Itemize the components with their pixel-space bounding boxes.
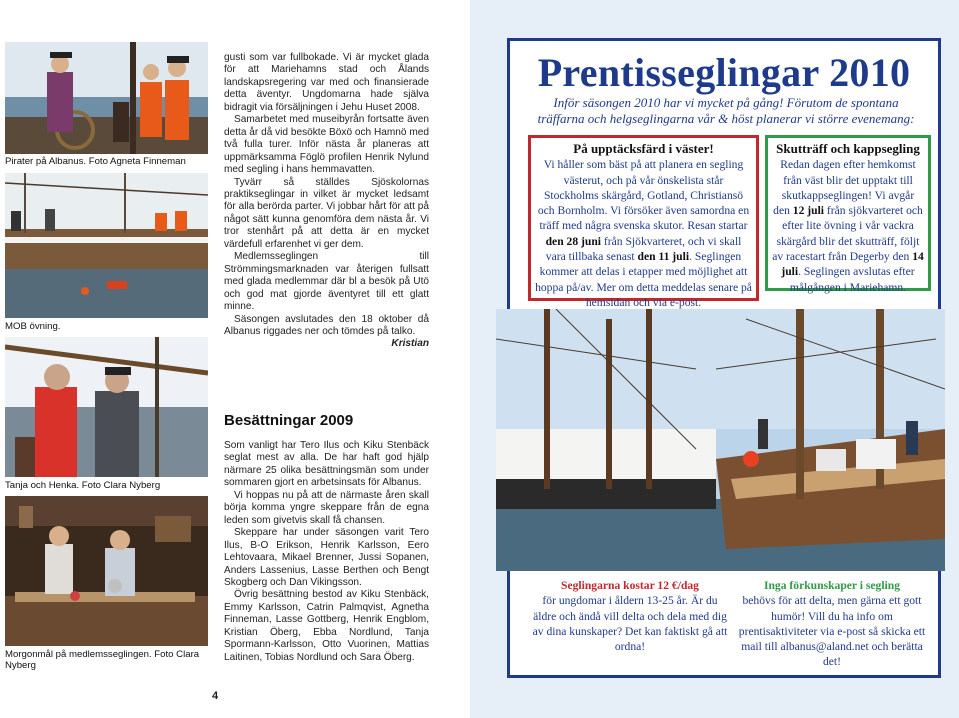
article-paragraph: Övrig besättning bestod av Kiku Stenbäck, Emmy Karlsson, Catrin Palmqvist, Agnetha Finneman, Lasse Gottberg, Henrik Engblom, Kristian Öberg, Ebba Nordlund, Tanja Spormann-Karlsson, Otto Vuorinen, Mattias Laitinen, Tobias Nordlund och Sara Öberg. [224,589,429,663]
west-trip-box [528,135,759,309]
article-paragraph: Vi hoppas nu på att de närmaste åren skall börja komma yngre skeppare från de egna leden som givetvis skall få chansen. [224,489,429,526]
left-page [0,0,470,718]
race-body: Redan dagen efter hemkomst från väst blir det upptakt till skutkappseglingen! Vi avgår den 12 juli från sjökvarteret och efter lite övning i vår vackra skärgård blir det skutträff, följt av racestart från Degerby den 14 juli. Seglingen avslutas efter målgången i Mariehamn. [772,158,924,294]
article-paragraph: Samarbetet med museibyrån fortsatte även detta år då vid besökte Böxö och Hamnö med två fulla turer. Inför nästa år planeras att uppmärksamma Föglö profilen Henrik Nylund med segling i hans hemmavatten. [224,114,429,176]
cost-text: för ungdomar i åldern 13-25 år. Är du äldre och ändå vill delta och dela med dig av dina kunskaper? Det kan faktiskt gå att ordna! [532,594,728,654]
crews-heading: Besättningar 2009 [224,412,354,429]
intro-text: Inför säsongen 2010 har vi mycket på gång! Förutom de spontana träffarna och helgseglingarna vår & höst planerar vi större evenemang: [537,95,915,126]
cost-info [530,578,730,654]
west-trip-body: Vi håller som bäst på att planera en segling västerut, och på vår önskelista står Stockholms skärgård, Gotland, Christiansö och Bornholm. Vi försöker även samordna en träff med några svenska skutor. Resan startar den 28 juni från Sjökvarteret, och vi skall vara tillbaka senast den 11 juli. Seglingen kommer att delas i etapper med möjlighet att hoppa på/av. Mer om detta meddelas senare på hemsidan och via e-post. [535,158,752,309]
right-page [470,0,959,718]
article-paragraph: Som vanligt har Tero Ilus och Kiku Stenbäck seglat mest av alla. De har haft god hjälp närmare 25 olika besättningsmän som under sommaren gjort en arbetsinsats för Albanus. [224,440,429,489]
page-title: Prentisseglingar 2010 [537,50,911,95]
morning-meal-photo [5,496,208,646]
no-experience-text: behövs för att delta, men gärna ett gott humör! Vill du ha info om prentisaktiviteter via e-post så skicka ett mail till albanus@aland.net och berätta det! [738,594,926,669]
prentice-frame [507,38,941,678]
article-paragraph: Säsongen avslutades den 18 oktober då Albanus riggades ner och tömdes på talko. [224,313,429,337]
pirates-photo [5,42,208,154]
article-paragraph: Tyvärr så ställdes Sjöskolornas praktikseglingar in vilket är mycket ledsamt för alla berörda parter. Vi jobbar hårt för att på något sätt kunna genomföra dem nästa år. Vi tror stenhårt på att detta är en mycket värdefull erfarenhet vi ger dem. [224,176,429,250]
article-crews-text [224,440,429,664]
west-trip-heading: På upptäcksfärd i väster! [573,141,714,156]
article-paragraph: Skeppare har under säsongen varit Tero Ilus, B-O Erikson, Henrik Karlsson, Eero Lehtovaara, Mikael Brenner, Jussi Sopanen, Anders Lassenius, Lasse Berthen och Bengt Skogberg och Dan Vikingsson. [224,527,429,588]
mob-photo [5,173,208,318]
race-box [765,135,931,294]
race-heading: Skutträff och kappsegling [776,141,920,156]
article-paragraph: Medlemsseglingen till Strömmingsmarknaden var återigen fullsatt med glada medlemmar där bl a besök på Utö och god mat gjorde äventyret till ett glatt minne. [224,251,429,313]
no-experience-info [732,578,932,670]
article-signature: Kristian [391,338,429,350]
morning-meal-caption: Morgonmål på medlemsseglingen. Foto Clara Nyberg [5,649,200,671]
pirates-caption: Pirater på Albanus. Foto Agneta Finneman [5,156,186,167]
article-season-text [224,52,429,351]
page-number: 4 [212,690,219,702]
article-paragraph: gusti som var fullbokade. Vi är mycket glada för att Mariehamns stad och Ålands landskapsregering var med och finansierade detta äventyr. Ungdomarna hade själva bidragit via försäljningen i Jehu Huset 2008. [224,52,429,113]
mob-caption: MOB övning. [5,321,61,332]
tanja-henka-photo [5,337,208,477]
no-experience-heading: Inga förkunskaper i segling [763,579,901,592]
cost-heading: Seglingarna kostar 12 €/dag [561,579,699,592]
harbor-photo [496,309,945,571]
tanja-henka-caption: Tanja och Henka. Foto Clara Nyberg [5,480,161,491]
